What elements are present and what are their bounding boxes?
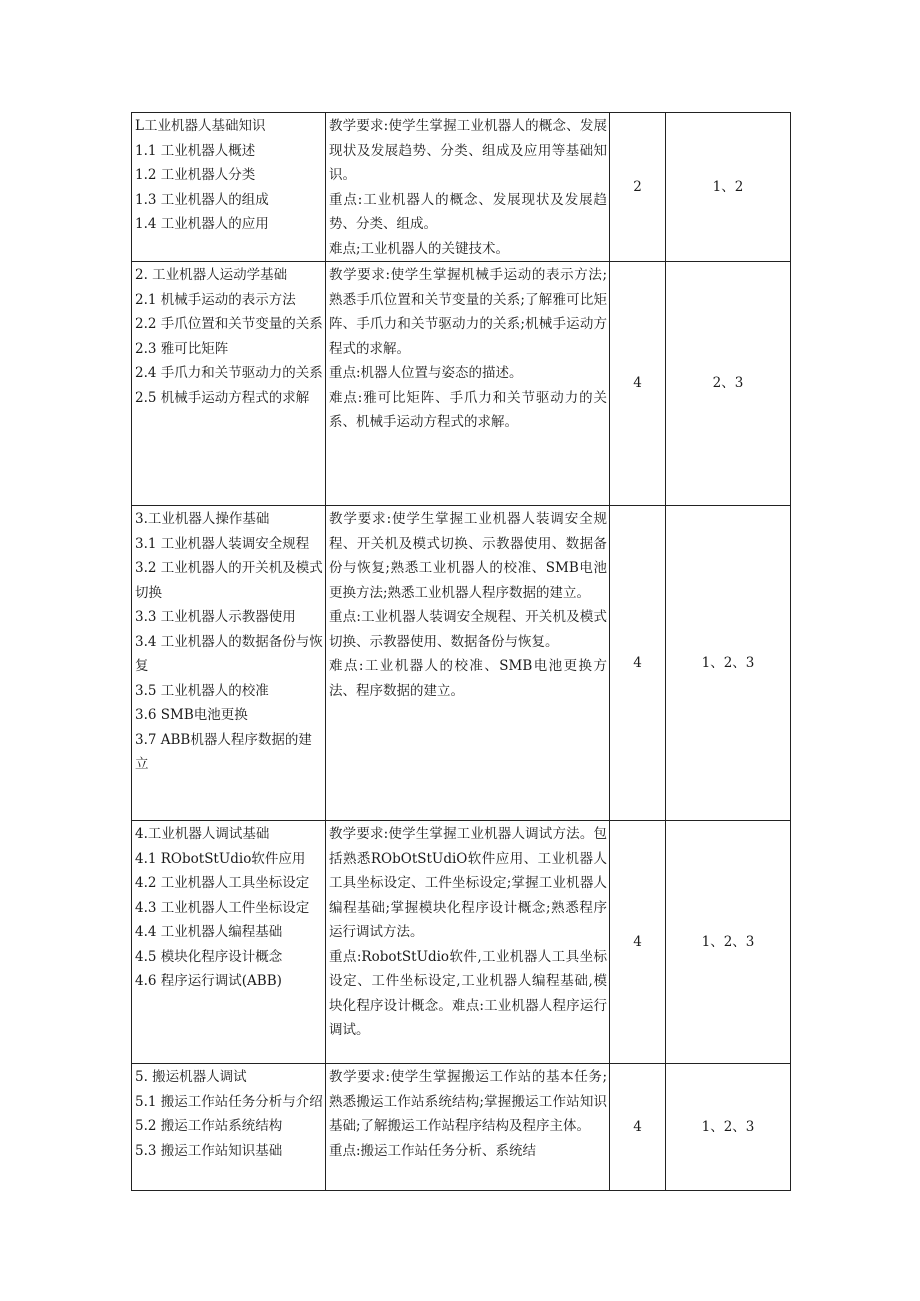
requirements-paragraph: 教学要求:使学生掌握工业机器人装调安全规程、开关机及模式切换、示教器使用、数据备份与恢复;熟悉工业机器人的校准、SMB电池更换方法;熟悉工业机器人程序数据的建立。 — [329, 511, 607, 601]
topic-item: 3.1 工业机器人装调安全规程 — [135, 535, 310, 552]
requirements-paragraph: 重点:工业机器人装调安全规程、开关机及模式切换、示教器使用、数据备份与恢复。 — [329, 609, 607, 650]
topic-item: 3.5 工业机器人的校准 — [135, 682, 269, 699]
requirements-text — [329, 507, 607, 703]
topic-item: 4.6 程序运行调试(ABB) — [135, 973, 282, 989]
requirements-paragraph: 难点:工业机器人的校准、SMB电池更换方法、程序数据的建立。 — [329, 658, 607, 699]
requirements-cell — [326, 821, 610, 1064]
objectives-cell: 1、2 — [666, 113, 791, 262]
requirements-paragraph: 教学要求:使学生掌握机械手运动的表示方法;熟悉手爪位置和关节变量的关系;了解雅可比矩阵、手爪力和关节驱动力的关系;机械手运动方程式的求解。 — [329, 267, 607, 357]
objectives-cell: 1、2、3 — [666, 821, 791, 1064]
requirements-paragraph: 重点:RobotStUdio软件,工业机器人工具坐标设定、工件坐标设定,工业机器人编程基础,模块化程序设计概念。难点:工业机器人程序运行调试。 — [329, 948, 607, 1038]
topic-cell — [132, 506, 326, 821]
table-row — [132, 821, 791, 1064]
topic-heading: 2. 工业机器人运动学基础 — [135, 267, 288, 283]
topic-item: 4.4 工业机器人编程基础 — [135, 924, 283, 940]
topic-cell — [132, 1064, 326, 1191]
requirements-text — [329, 263, 607, 435]
topic-item: 3.4 工业机器人的数据备份与恢复 — [135, 633, 323, 674]
topic-item: 2.3 雅可比矩阵 — [135, 340, 229, 357]
topic-item: 2.5 机械手运动方程式的求解 — [135, 389, 310, 406]
requirements-cell — [326, 262, 610, 506]
topic-item: 3.2 工业机器人的开关机及模式切换 — [135, 560, 323, 601]
topic-item: 5.1 搬运工作站任务分析与介绍 — [135, 1093, 323, 1110]
table-body — [132, 113, 791, 1191]
topic-item: 1.2 工业机器人分类 — [135, 167, 256, 183]
topic-heading: 3.工业机器人操作基础 — [135, 511, 270, 527]
topic-item: 1.1 工业机器人概述 — [135, 142, 256, 159]
topic-item: 4.3 工业机器人工件坐标设定 — [135, 899, 310, 916]
topic-item: 3.6 SMB电池更换 — [135, 707, 248, 723]
topic-item: 2.2 手爪位置和关节变量的关系 — [135, 316, 323, 332]
topic-item: 4.5 模块化程序设计概念 — [135, 948, 283, 965]
table-row — [132, 1064, 791, 1191]
requirements-cell — [326, 113, 610, 262]
topic-item: 2.1 机械手运动的表示方法 — [135, 291, 296, 308]
topic-item: 5.3 搬运工作站知识基础 — [135, 1142, 283, 1159]
topic-item: 3.7 ABB机器人程序数据的建立 — [135, 731, 312, 772]
topic-item: 1.3 工业机器人的组成 — [135, 191, 269, 208]
table-row — [132, 113, 791, 262]
topic-item: 2.4 手爪力和关节驱动力的关系 — [135, 365, 323, 381]
topic-cell — [132, 262, 326, 506]
course-content-table — [131, 112, 791, 1191]
hours-cell: 2 — [610, 113, 666, 262]
topic-cell — [132, 113, 326, 262]
requirements-paragraph: 重点:工业机器人的概念、发展现状及发展趋势、分类、组成。 — [329, 191, 607, 232]
hours-cell: 4 — [610, 821, 666, 1064]
topic-cell — [132, 821, 326, 1064]
requirements-paragraph: 教学要求:使学生掌握搬运工作站的基本任务;熟悉搬运工作站系统结构;掌握搬运工作站知识基础;了解搬运工作站程序结构及程序主体。 — [329, 1069, 607, 1134]
requirements-cell — [326, 506, 610, 821]
table-row — [132, 506, 791, 821]
topic-item: 5.2 搬运工作站系统结构 — [135, 1118, 283, 1134]
objectives-cell: 2、3 — [666, 262, 791, 506]
topic-heading: 4.工业机器人调试基础 — [135, 826, 270, 842]
hours-cell: 4 — [610, 1064, 666, 1191]
requirements-paragraph: 教学要求:使学生掌握工业机器人调试方法。包括熟悉RObOtStUdiO软件应用、工业机器人工具坐标设定、工件坐标设定;掌握工业机器人编程基础;掌握模块化程序设计概念;熟悉程序运行调试方法。 — [329, 826, 607, 940]
topic-item: 1.4 工业机器人的应用 — [135, 216, 269, 232]
requirements-cell — [326, 1064, 610, 1191]
topic-heading: L工业机器人基础知识 — [135, 118, 266, 134]
topic-item: 4.2 工业机器人工具坐标设定 — [135, 875, 310, 891]
table-row — [132, 262, 791, 506]
topic-heading: 5. 搬运机器人调试 — [135, 1069, 247, 1085]
objectives-cell: 1、2、3 — [666, 506, 791, 821]
requirements-text — [329, 822, 607, 1043]
requirements-text — [329, 1065, 607, 1163]
requirements-paragraph: 难点;工业机器人的关键技术。 — [329, 240, 510, 257]
hours-cell: 4 — [610, 262, 666, 506]
topic-item: 3.3 工业机器人示教器使用 — [135, 609, 296, 625]
requirements-paragraph: 重点:机器人位置与姿态的描述。 — [329, 365, 523, 381]
hours-cell: 4 — [610, 506, 666, 821]
topic-item: 4.1 RObotStUdio软件应用 — [135, 850, 306, 867]
requirements-paragraph: 难点:雅可比矩阵、手爪力和关节驱动力的关系、机械手运动方程式的求解。 — [329, 389, 607, 430]
requirements-text — [329, 114, 607, 261]
objectives-cell: 1、2、3 — [666, 1064, 791, 1191]
requirements-paragraph: 重点:搬运工作站任务分析、系统结 — [329, 1142, 537, 1159]
requirements-paragraph: 教学要求:使学生掌握工业机器人的概念、发展现状及发展趋势、分类、组成及应用等基础知识。 — [329, 118, 607, 183]
